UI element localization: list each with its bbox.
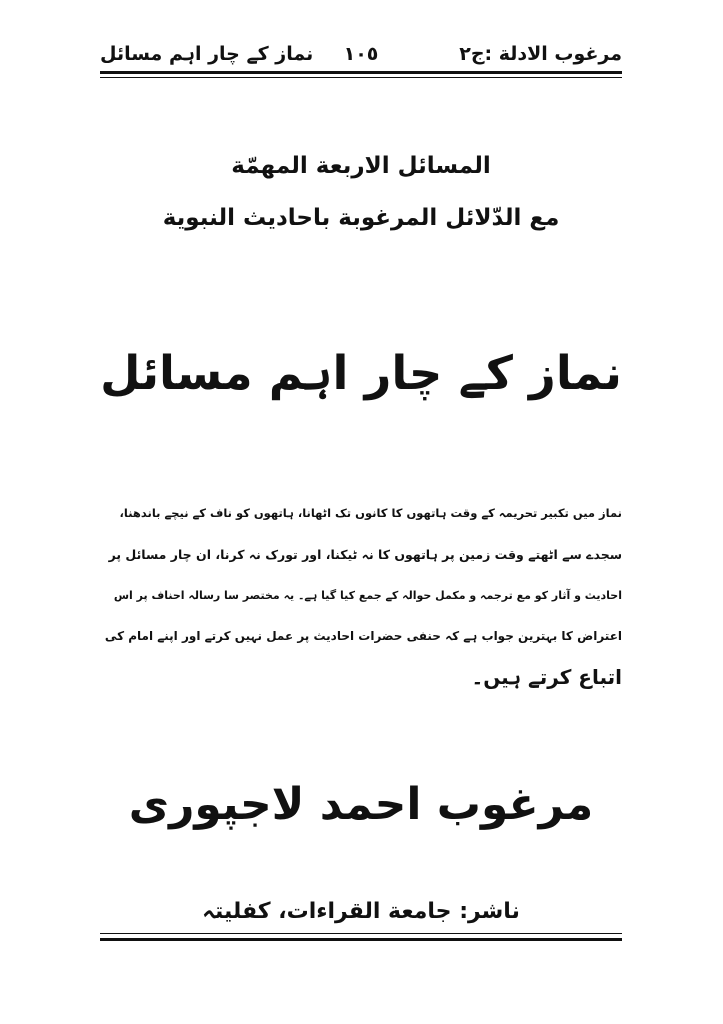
footer-rule-thick [100, 938, 622, 941]
author-name: مرغوب احمد لاجپوری [128, 779, 594, 830]
header-page-number: ١٠٥ [343, 43, 379, 65]
publisher-line: ناشر: جامعة القراءات، کفلیتہ [202, 899, 520, 924]
header-book-title: مرغوب الادلة :ج٢ [459, 43, 622, 65]
header-chapter-title: نماز کے چار اہم مسائل [100, 43, 314, 65]
arabic-title-line-2: مع الدّلائل المرغوبة باحاديث النبوية [162, 205, 560, 231]
running-header [100, 40, 622, 68]
description-line: احادیث و آثار کو مع ترجمہ و مکمل حوالہ کے جمع کیا گیا ہے۔ یہ مختصر سا رسالہ احناف پر اس [113, 589, 622, 602]
description-line: اعتراض کا بہترین جواب ہے کہ حنفی حضرات احادیث پر عمل نہیں کرتے اور اپنے امام کی [104, 629, 622, 643]
footer-rule-thin [100, 933, 622, 934]
main-title: نماز کے چار اہم مسائل [100, 346, 622, 400]
description-line: نماز میں تکبیر تحریمہ کے وقت ہاتھوں کا کانوں تک اٹھانا، ہاتھوں کو ناف کے نیچے باندھنا، [119, 506, 622, 520]
arabic-title-line-1: المسائل الاربعة المهمّة [231, 153, 491, 179]
description-paragraph [100, 493, 622, 698]
header-rule-thin [100, 77, 622, 78]
header-rule-thick [100, 71, 622, 74]
description-line: سجدے سے اٹھتے وقت زمین پر ہاتھوں کا نہ ٹیکنا، اور تورک نہ کرنا، ان چار مسائل پر [108, 547, 622, 562]
description-line: اتباع کرتے ہیں۔ [471, 665, 622, 689]
